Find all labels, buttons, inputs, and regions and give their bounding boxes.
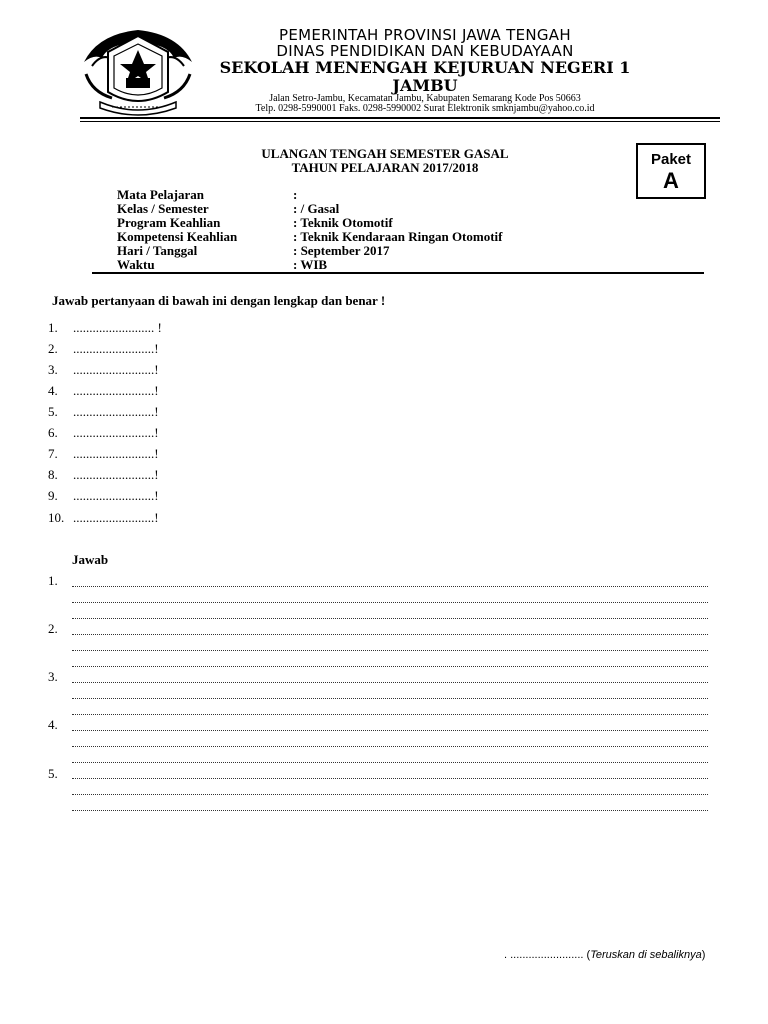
paket-value: A <box>663 168 679 193</box>
question-number: 5. <box>48 404 58 419</box>
footer-dots: . ........................ ( <box>504 949 591 961</box>
exam-year: TAHUN PELAJARAN 2017/2018 <box>291 160 479 175</box>
question-number: 10. <box>48 510 65 525</box>
answer-line[interactable] <box>72 698 708 699</box>
answer-line[interactable] <box>72 794 708 795</box>
footer-close: ) <box>701 949 706 961</box>
info-label: Kelas / Semester <box>117 201 209 216</box>
info-label: Hari / Tanggal <box>117 243 198 258</box>
question-text: .........................! <box>73 425 159 440</box>
footer-note <box>504 949 705 961</box>
answer-heading: Jawab <box>72 552 109 567</box>
question-text: .........................! <box>73 446 159 461</box>
header-government: PEMERINTAH PROVINSI JAWA TENGAH <box>279 26 571 44</box>
footer-continue-text: Teruskan di sebaliknya <box>590 949 702 961</box>
question-text: .........................! <box>73 488 159 503</box>
answer-line[interactable] <box>72 810 708 811</box>
exam-title: ULANGAN TENGAH SEMESTER GASAL <box>261 146 509 161</box>
header-divider-thin <box>80 121 720 122</box>
question-text: ......................... ! <box>73 320 162 335</box>
info-value: : / Gasal <box>293 201 340 216</box>
question-text: .........................! <box>73 404 159 419</box>
question-text: .........................! <box>73 362 159 377</box>
question-number: 6. <box>48 425 58 440</box>
info-label: Kompetensi Keahlian <box>117 229 238 244</box>
answer-line[interactable] <box>72 618 708 619</box>
info-value: : Teknik Kendaraan Ringan Otomotif <box>293 229 503 244</box>
info-value: : WIB <box>293 257 328 272</box>
answer-line[interactable] <box>72 650 708 651</box>
answer-line[interactable] <box>72 730 708 731</box>
question-number: 9. <box>48 488 58 503</box>
answer-line[interactable] <box>72 682 708 683</box>
header-address: Jalan Setro-Jambu, Kecamatan Jambu, Kabupaten Semarang Kode Pos 50663 <box>269 93 581 104</box>
info-value: : <box>293 187 298 202</box>
header-agency: DINAS PENDIDIKAN DAN KEBUDAYAAN <box>276 42 574 60</box>
answer-number: 1. <box>48 573 58 588</box>
answer-line[interactable] <box>72 634 708 635</box>
answer-number: 3. <box>48 669 58 684</box>
question-number: 7. <box>48 446 58 461</box>
question-text: .........................! <box>73 510 159 525</box>
paket-label: Paket <box>650 151 692 168</box>
info-label: Program Keahlian <box>117 215 221 230</box>
answer-number: 2. <box>48 621 58 636</box>
header-divider-thick <box>80 117 720 119</box>
answer-line[interactable] <box>72 602 708 603</box>
question-text: .........................! <box>73 467 159 482</box>
question-number: 1. <box>48 320 58 335</box>
question-number: 3. <box>48 362 58 377</box>
answer-line[interactable] <box>72 746 708 747</box>
paket-box <box>636 143 706 199</box>
info-value: : September 2017 <box>293 243 390 258</box>
answer-line[interactable] <box>72 778 708 779</box>
info-divider <box>92 272 704 274</box>
provincial-seal-icon <box>78 22 198 118</box>
header-school-name: SEKOLAH MENENGAH KEJURUAN NEGERI 1 <box>219 58 631 77</box>
instruction: Jawab pertanyaan di bawah ini dengan lengkap dan benar ! <box>52 293 386 308</box>
question-number: 4. <box>48 383 58 398</box>
answer-number: 5. <box>48 766 58 781</box>
answer-number: 4. <box>48 717 58 732</box>
question-number: 2. <box>48 341 58 356</box>
info-value: : Teknik Otomotif <box>293 215 393 230</box>
header-contact: Telp. 0298-5990001 Faks. 0298-5990002 Surat Elektronik smknjambu@yahoo.co.id <box>255 103 595 114</box>
answer-line[interactable] <box>72 762 708 763</box>
answer-line[interactable] <box>72 666 708 667</box>
answer-line[interactable] <box>72 586 708 587</box>
question-text: .........................! <box>73 383 159 398</box>
header-school-city: JAMBU <box>392 76 458 95</box>
question-number: 8. <box>48 467 58 482</box>
info-label: Mata Pelajaran <box>117 187 205 202</box>
info-label: Waktu <box>117 257 155 272</box>
answer-line[interactable] <box>72 714 708 715</box>
question-text: .........................! <box>73 341 159 356</box>
